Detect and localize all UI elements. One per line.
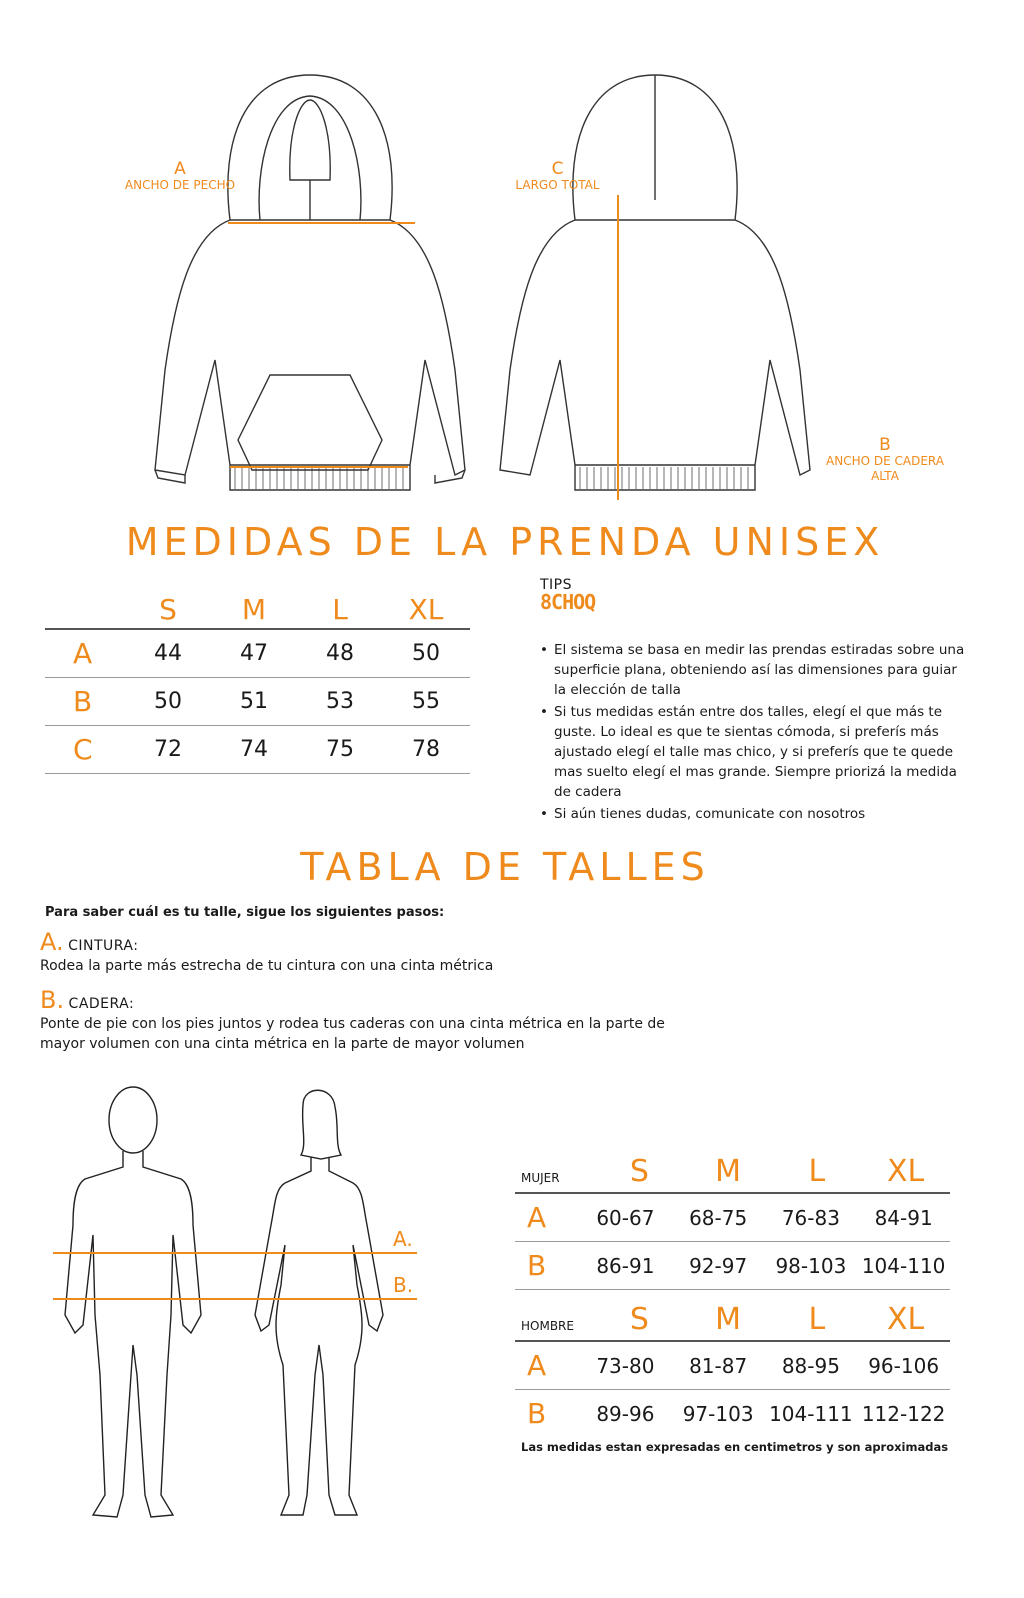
table-row — [45, 726, 470, 774]
table-row — [515, 1194, 950, 1242]
table-cell: 81-87 — [689, 1353, 748, 1378]
table-header-row — [515, 1298, 950, 1342]
table-row — [515, 1242, 950, 1290]
table-cell: 50 — [154, 689, 182, 714]
table-cell: 68-75 — [689, 1205, 748, 1230]
step-letter: B. — [40, 986, 65, 1014]
table-cell: 51 — [240, 689, 268, 714]
size-header: M — [241, 592, 267, 626]
table-cell: 96-106 — [868, 1353, 940, 1378]
size-header: S — [629, 1153, 649, 1189]
table-cell: 104-110 — [861, 1253, 946, 1278]
men-size-table — [515, 1298, 950, 1437]
size-header: XL — [408, 592, 444, 626]
table-row — [515, 1390, 950, 1437]
list-item: • Si tus medidas están entre dos talles, elegí el que más te guste. Lo ideal es que te sientas cómoda, si preferís más ajustado elegí el talle mas chico, y si preferís que te quede mas suelto elegí el mas grande. Siempre priorizá la medida de cadera — [540, 702, 970, 802]
table-cell: 84-91 — [874, 1205, 933, 1230]
table-cell: 47 — [240, 641, 268, 666]
table-cell: 55 — [412, 689, 440, 714]
table-cell: 97-103 — [682, 1401, 754, 1426]
label-a-chest-width: A ANCHO DE PECHO — [124, 159, 236, 192]
row-label: C — [73, 733, 93, 766]
label-c-total-length: C LARGO TOTAL — [515, 159, 600, 192]
table-header-row — [45, 590, 470, 630]
size-header: L — [808, 1153, 826, 1189]
size-header: M — [715, 1153, 742, 1189]
table-cell: 60-67 — [596, 1205, 655, 1230]
table-cell: 112-122 — [861, 1401, 946, 1426]
label-b-hip-width: B ANCHO DE CADERA ALTA — [826, 435, 944, 483]
garment-measures-title: MEDIDAS DE LA PRENDA UNISEX — [125, 520, 885, 564]
table-cell: 75 — [326, 737, 354, 762]
table-cell: 73-80 — [596, 1353, 655, 1378]
step-waist — [40, 928, 680, 976]
row-label: B — [73, 685, 93, 718]
table-cell: 50 — [412, 641, 440, 666]
brand-logo: 8CHOQ — [540, 590, 596, 614]
tips-label: TIPS — [540, 577, 573, 593]
table-title: MUJER — [521, 1171, 560, 1185]
body-silhouettes-illustration — [45, 1075, 435, 1535]
table-cell: 92-97 — [689, 1253, 748, 1278]
step-hip — [40, 986, 680, 1054]
table-row — [515, 1342, 950, 1390]
table-cell: 98-103 — [775, 1253, 847, 1278]
table-cell: 76-83 — [781, 1205, 840, 1230]
table-cell: 88-95 — [781, 1353, 840, 1378]
table-cell: 72 — [154, 737, 182, 762]
size-header: XL — [886, 1301, 925, 1337]
row-label: B — [527, 1397, 547, 1430]
table-cell: 53 — [326, 689, 354, 714]
tips-heading — [540, 577, 596, 614]
step-text: Ponte de pie con los pies juntos y rodea tus caderas con una cinta métrica en la parte de mayor volumen con una cinta métrica en la parte de mayor volumen — [40, 1016, 665, 1052]
table-cell: 104-111 — [769, 1401, 853, 1426]
table-header-row — [515, 1150, 950, 1194]
measurement-note: Las medidas estan expresadas en centimetros y son aproximadas — [521, 1440, 949, 1454]
table-cell: 78 — [412, 737, 440, 762]
size-chart-title: TABLA DE TALLES — [300, 845, 710, 889]
hoodie-back-illustration — [495, 70, 815, 500]
tips-list — [540, 640, 970, 826]
row-label: A — [527, 1349, 547, 1382]
size-header: L — [808, 1301, 826, 1337]
size-header: L — [332, 592, 348, 626]
step-letter: A. — [40, 928, 64, 956]
step-name: CADERA: — [68, 996, 135, 1012]
size-header: S — [629, 1301, 649, 1337]
garment-measurement-table — [45, 590, 470, 774]
table-cell: 74 — [240, 737, 268, 762]
waist-line-label: A. — [393, 1227, 413, 1251]
table-row — [45, 678, 470, 726]
row-label: A — [73, 637, 93, 670]
hip-line-label: B. — [393, 1273, 414, 1297]
table-row — [45, 630, 470, 678]
table-cell: 86-91 — [596, 1253, 655, 1278]
step-name: CINTURA: — [68, 938, 139, 954]
instructions-intro: Para saber cuál es tu talle, sigue los siguientes pasos: — [45, 905, 445, 920]
table-cell: 48 — [326, 641, 354, 666]
hoodie-front-illustration — [150, 70, 470, 500]
row-label: A — [527, 1201, 547, 1234]
size-header: M — [715, 1301, 742, 1337]
size-header: S — [159, 592, 177, 626]
step-text: Rodea la parte más estrecha de tu cintura con una cinta métrica — [40, 958, 494, 974]
table-cell: 44 — [154, 641, 182, 666]
list-item: • El sistema se basa en medir las prendas estiradas sobre una superficie plana, obteniendo así las dimensiones para guiar la elección de talla — [540, 640, 970, 700]
list-item: • Si aún tienes dudas, comunicate con nosotros — [540, 804, 970, 824]
row-label: B — [527, 1249, 547, 1282]
size-header: XL — [886, 1153, 925, 1189]
table-title: HOMBRE — [521, 1319, 574, 1333]
table-cell: 89-96 — [596, 1401, 655, 1426]
women-size-table — [515, 1150, 950, 1290]
